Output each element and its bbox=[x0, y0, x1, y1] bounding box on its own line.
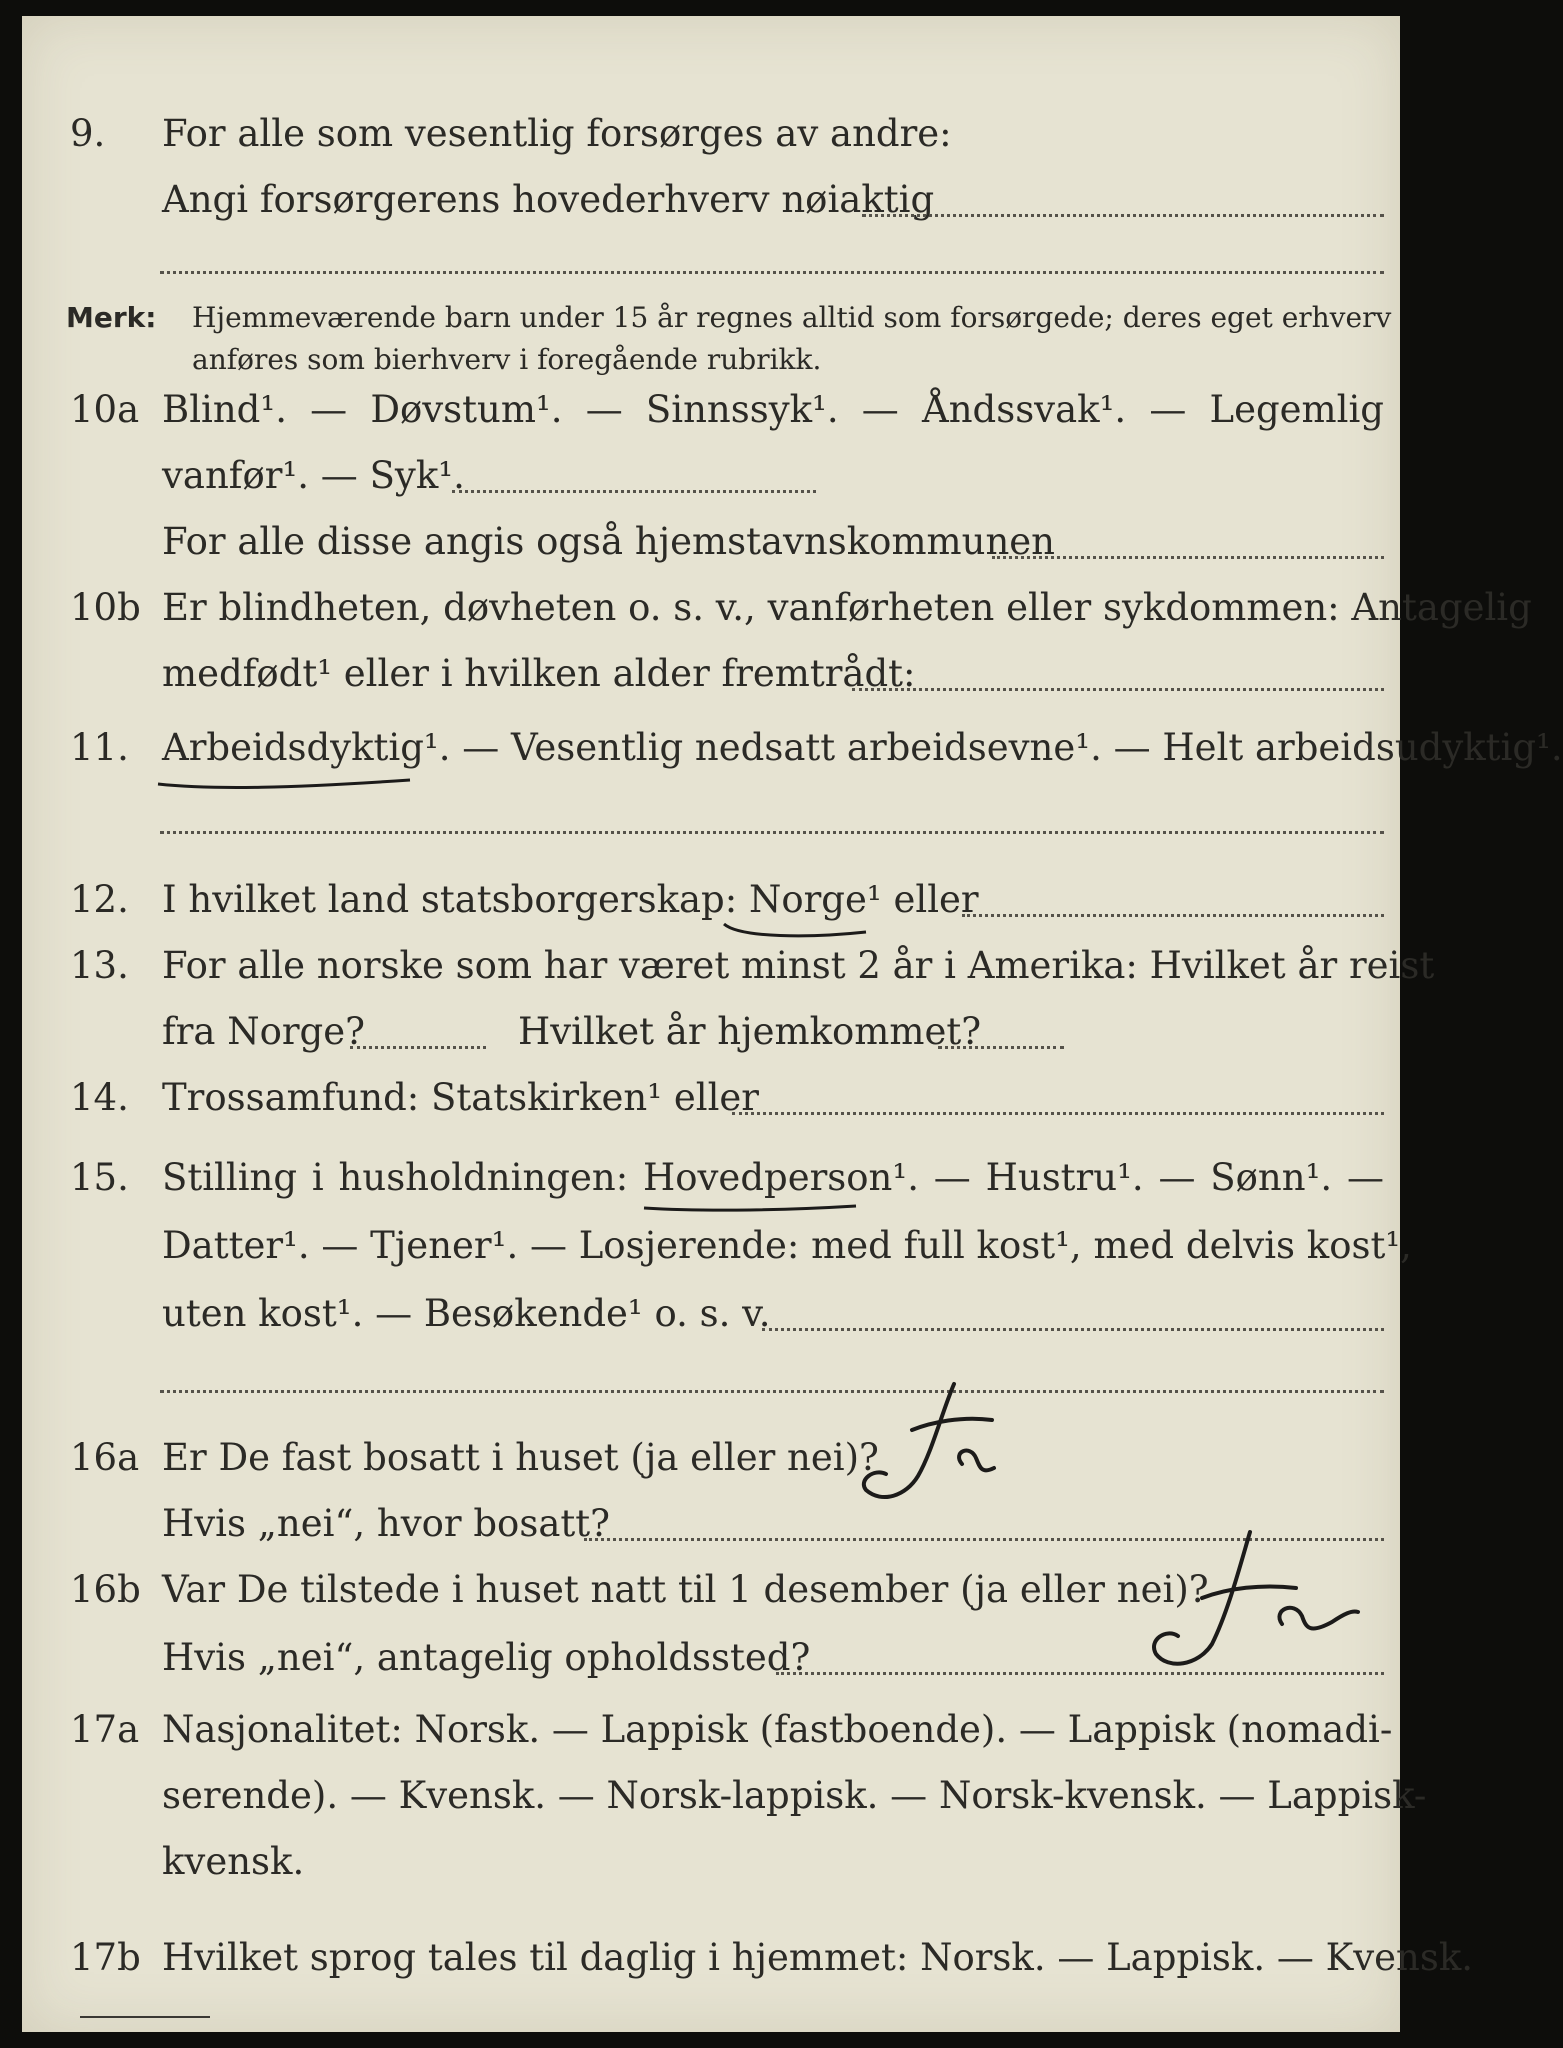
handwritten-underline bbox=[720, 920, 870, 942]
answer-line[interactable] bbox=[776, 1670, 1384, 1675]
census-form-page bbox=[22, 16, 1563, 2032]
question-text: serende). — Kvensk. — Norsk-lappisk. — Norsk-kvensk. — Lappisk- bbox=[162, 1774, 1427, 1817]
question-number: 17b bbox=[70, 1936, 141, 1979]
question-text: Er blindheten, døvheten o. s. v., vanførheten eller sykdommen: Antagelig bbox=[162, 586, 1532, 629]
question-number: 9. bbox=[70, 112, 106, 155]
question-text: Datter¹. — Tjener¹. — Losjerende: med full kost¹, med delvis kost¹, bbox=[162, 1224, 1412, 1267]
handwritten-underline bbox=[640, 1202, 860, 1216]
note-label: Merk: bbox=[66, 301, 157, 334]
answer-line[interactable] bbox=[852, 686, 1384, 691]
question-number: 10b bbox=[70, 586, 141, 629]
answer-line[interactable] bbox=[862, 212, 1384, 217]
question-text: uten kost¹. — Besøkende¹ o. s. v. bbox=[162, 1292, 771, 1335]
answer-line[interactable] bbox=[732, 1110, 1384, 1115]
question-text: Hvilket sprog tales til daglig i hjemmet: Norsk. — Lappisk. — Kvensk. bbox=[162, 1936, 1474, 1979]
answer-line[interactable] bbox=[452, 488, 816, 493]
answer-text: Ja bbox=[822, 1372, 823, 1373]
question-text: For alle som vesentlig forsørges av andre: bbox=[162, 112, 952, 155]
note-text: Hjemmeværende barn under 15 år regnes alltid som forsørgede; deres eget erhverv bbox=[192, 301, 1392, 334]
question-text: vanfør¹. — Syk¹. bbox=[162, 454, 465, 497]
question-number: 16b bbox=[70, 1568, 141, 1611]
question-text: Angi forsørgerens hovederhverv nøiaktig bbox=[162, 178, 935, 221]
question-text: For alle disse angis også hjemstavnskommunen bbox=[162, 520, 1056, 563]
handwritten-answer-16a bbox=[822, 1372, 1022, 1512]
handwritten-underline bbox=[154, 774, 414, 794]
question-number: 11. bbox=[70, 726, 129, 769]
question-text: Var De tilstede i huset natt til 1 desember (ja eller nei)? bbox=[162, 1568, 1209, 1611]
answer-line[interactable] bbox=[992, 554, 1384, 559]
question-number: 16a bbox=[70, 1436, 140, 1479]
question-text: Hvilket år hjemkommet? bbox=[518, 1010, 982, 1053]
question-text: Er De fast bosatt i huset (ja eller nei)? bbox=[162, 1436, 879, 1479]
question-text: I hvilket land statsborgerskap: Norge¹ eller bbox=[162, 878, 979, 921]
question-number: 10a bbox=[70, 388, 140, 431]
question-text: Hvis „nei“, hvor bosatt? bbox=[162, 1502, 610, 1545]
question-text: Hvis „nei“, antagelig opholdssted? bbox=[162, 1636, 811, 1679]
question-number: 13. bbox=[70, 944, 129, 987]
question-number: 12. bbox=[70, 878, 129, 921]
answer-line[interactable] bbox=[938, 1044, 1064, 1049]
answer-line[interactable] bbox=[350, 1044, 486, 1049]
question-text: Trossamfund: Statskirken¹ eller bbox=[162, 1076, 759, 1119]
answer-text: Ja bbox=[1132, 1516, 1133, 1517]
handwritten-answer-16b bbox=[1132, 1516, 1362, 1676]
question-text: Nasjonalitet: Norsk. — Lappisk (fastboende). — Lappisk (nomadi- bbox=[162, 1708, 1393, 1751]
question-text: Stilling i husholdningen: Hovedperson¹. — Hustru¹. — Sønn¹. — bbox=[162, 1156, 1384, 1199]
question-text: For alle norske som har været minst 2 år i Amerika: Hvilket år reist bbox=[162, 944, 1435, 987]
question-text: kvensk. bbox=[162, 1840, 305, 1883]
footnote-rule bbox=[80, 2016, 210, 2018]
question-number: 15. bbox=[70, 1156, 129, 1199]
answer-line[interactable] bbox=[160, 1390, 1384, 1393]
question-text: Arbeidsdyktig¹. — Vesentlig nedsatt arbeidsevne¹. — Helt arbeidsudyktig¹. bbox=[162, 726, 1563, 769]
question-text: Blind¹. — Døvstum¹. — Sinnssyk¹. — Åndssvak¹. — Legemlig bbox=[162, 388, 1384, 431]
answer-line[interactable] bbox=[160, 831, 1384, 834]
answer-line[interactable] bbox=[160, 271, 1384, 274]
note-text: anføres som bierhverv i foregående rubrikk. bbox=[192, 343, 822, 376]
question-text: fra Norge? bbox=[162, 1010, 365, 1053]
question-text: medfødt¹ eller i hvilken alder fremtrådt: bbox=[162, 652, 916, 695]
question-number: 17a bbox=[70, 1708, 140, 1751]
answer-line[interactable] bbox=[962, 912, 1384, 917]
answer-line[interactable] bbox=[762, 1326, 1384, 1331]
question-number: 14. bbox=[70, 1076, 129, 1119]
